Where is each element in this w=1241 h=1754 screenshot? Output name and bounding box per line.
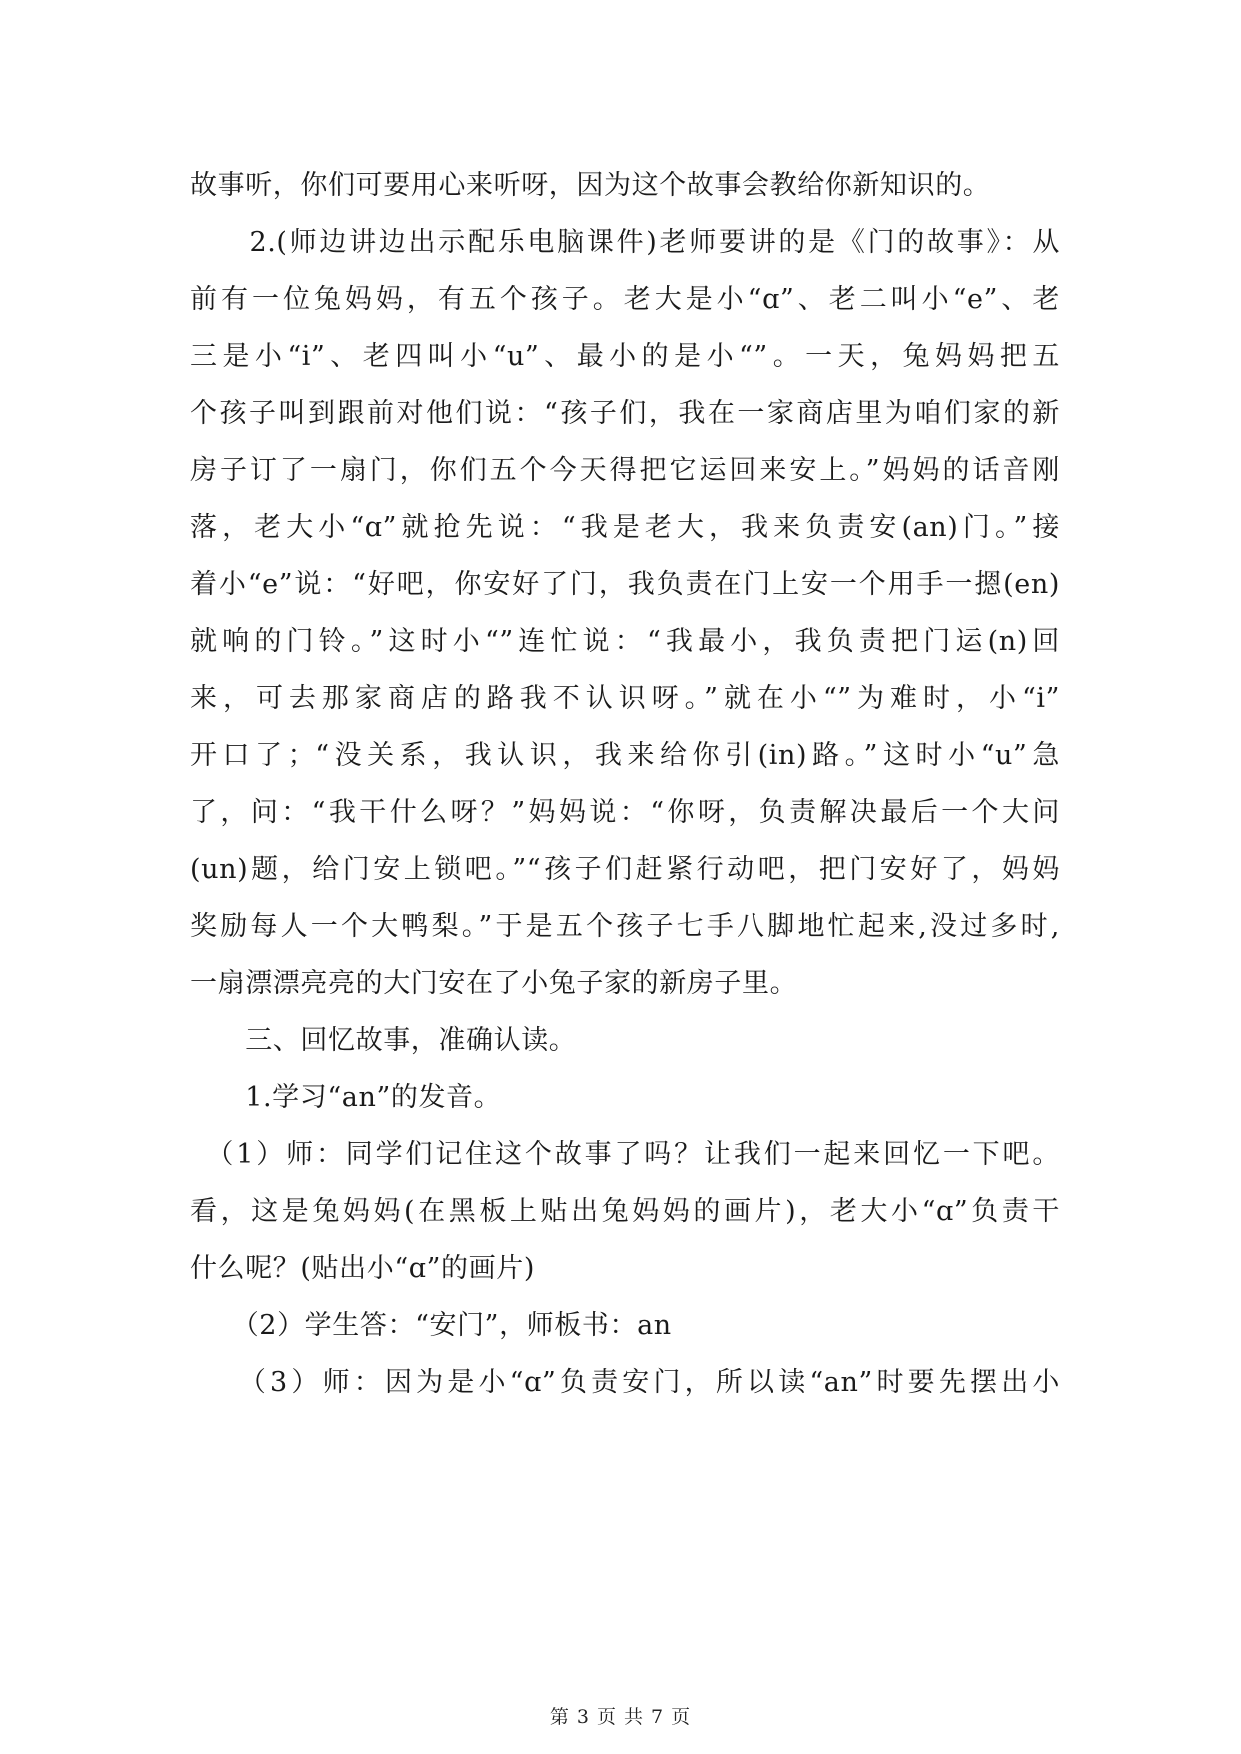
- subsection-heading: 1.学习“an”的发音。: [190, 1082, 502, 1113]
- text-line: 个孩子叫到跟前对他们说：“孩子们，我在一家商店里为咱们家的新: [190, 398, 1060, 429]
- text-line: 着小“e”说：“好吧，你安好了门，我负责在门上安一个用手一摁(en): [190, 569, 1060, 600]
- page-footer: 第 3 页 共 7 页: [549, 1706, 692, 1728]
- text-line: 开口了；“没关系，我认识，我来给你引(in)路。”这时小“u”急: [190, 740, 1060, 771]
- text-line: （1）师：同学们记住这个故事了吗？让我们一起来回忆一下吧。: [190, 1139, 1060, 1170]
- text-line: （3）师：因为是小“ɑ”负责安门，所以读“an”时要先摆出小: [190, 1367, 1060, 1398]
- text-line: 了，问：“我干什么呀？”妈妈说：“你呀，负责解决最后一个大问: [190, 797, 1060, 828]
- text-line: 看，这是兔妈妈(在黑板上贴出兔妈妈的画片)，老大小“ɑ”负责干: [190, 1196, 1060, 1227]
- text-line: 一扇漂漂亮亮的大门安在了小兔子家的新房子里。: [190, 968, 798, 999]
- text-line: (un)题，给门安上锁吧。”“孩子们赶紧行动吧，把门安好了，妈妈: [190, 854, 1060, 885]
- text-line: 房子订了一扇门，你们五个今天得把它运回来安上。”妈妈的话音刚: [190, 455, 1060, 486]
- text-line: 来，可去那家商店的路我不认识呀。”就在小“”为难时，小“i”: [190, 683, 1060, 714]
- text-line: 前有一位兔妈妈，有五个孩子。老大是小“ɑ”、老二叫小“e”、老: [190, 284, 1060, 315]
- text-line: 落，老大小“ɑ”就抢先说：“我是老大，我来负责安(an)门。”接: [190, 512, 1060, 543]
- text-line: 什么呢？(贴出小“ɑ”的画片): [190, 1253, 535, 1284]
- text-line: 2.(师边讲边出示配乐电脑课件)老师要讲的是《门的故事》：从: [190, 227, 1060, 258]
- section-heading: 三、回忆故事，准确认读。: [190, 1025, 577, 1056]
- text-line: 就响的门铃。”这时小“”连忙说：“我最小，我负责把门运(n)回: [190, 626, 1060, 657]
- text-line: 奖励每人一个大鸭梨。”于是五个孩子七手八脚地忙起来,没过多时,: [190, 911, 1060, 942]
- text-line: （2）学生答：“安门”，师板书：an: [190, 1310, 672, 1341]
- text-line: 故事听，你们可要用心来听呀，因为这个故事会教给你新知识的。: [190, 170, 991, 201]
- text-line: 三是小“i”、老四叫小“u”、最小的是小“”。一天，兔妈妈把五: [190, 341, 1060, 372]
